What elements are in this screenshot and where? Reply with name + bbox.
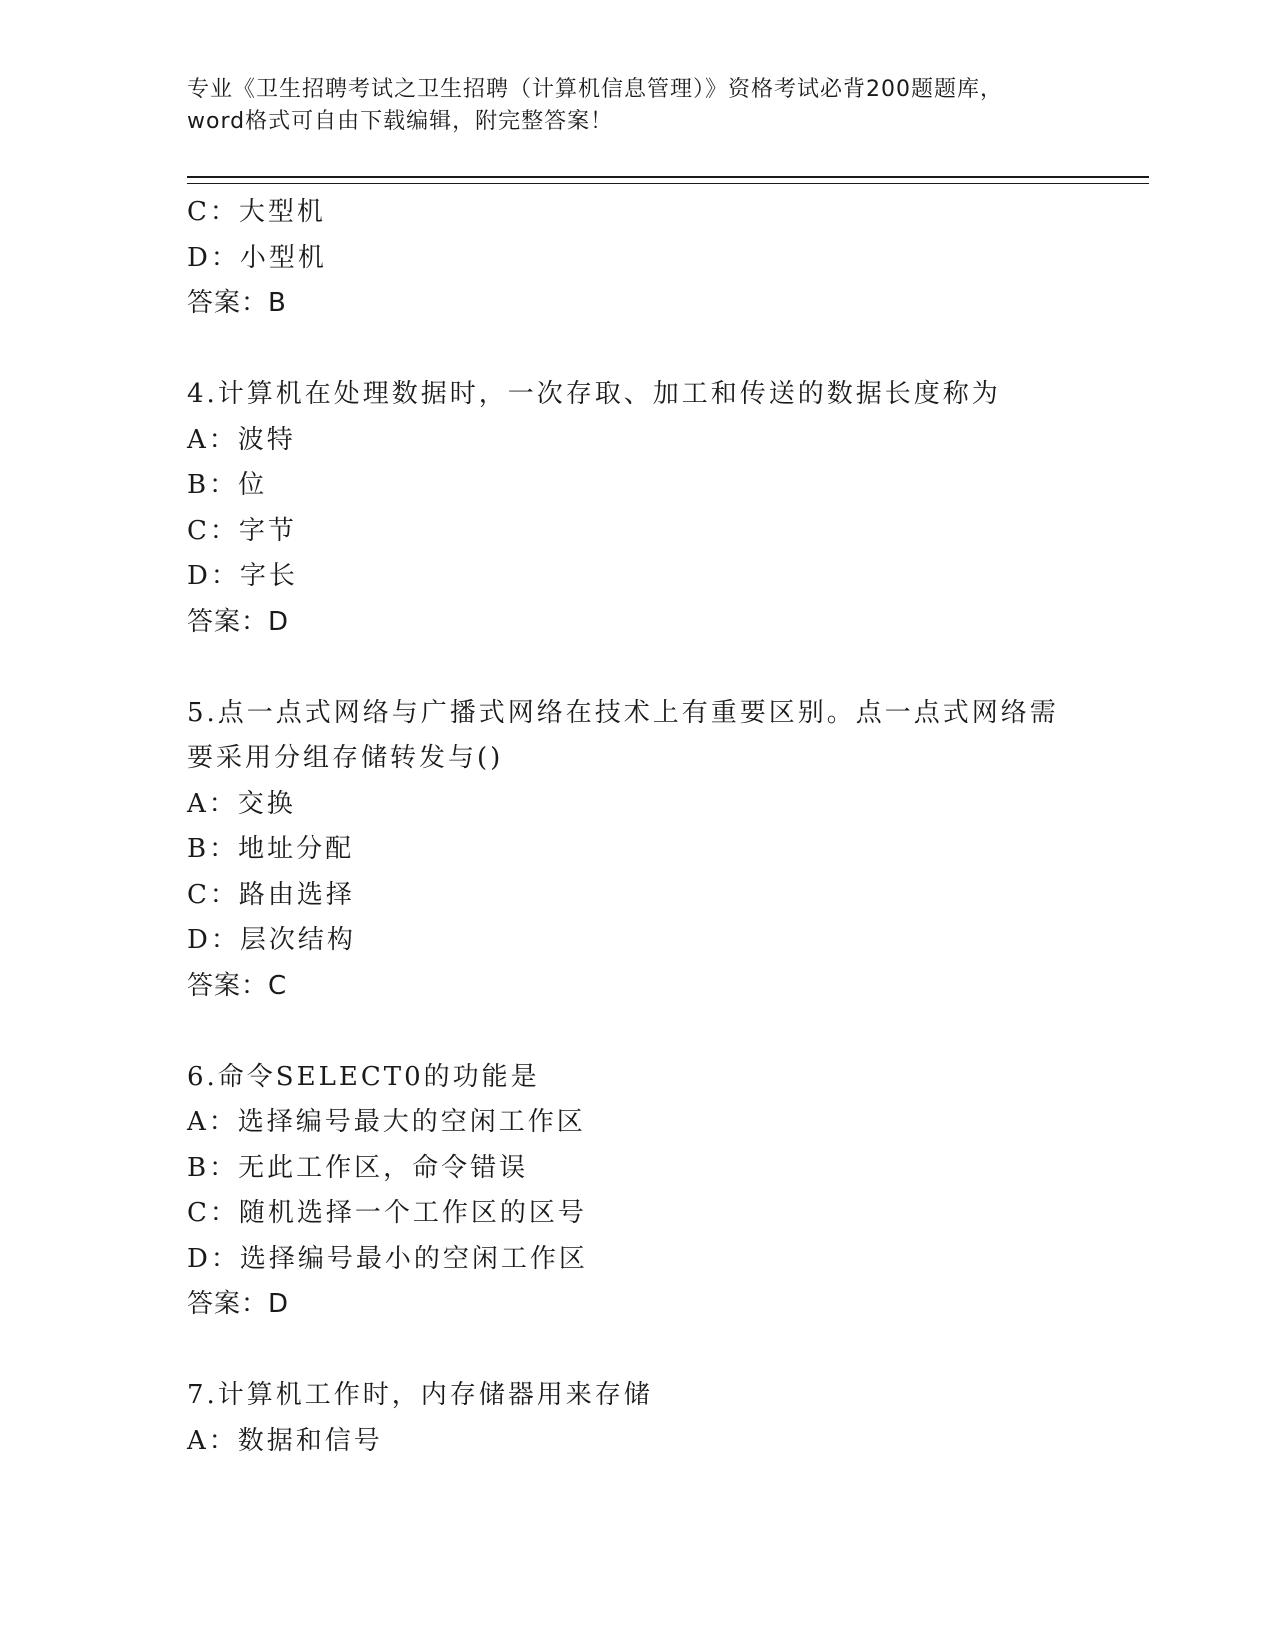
option-d: D：层次结构 xyxy=(187,925,356,955)
question-stem: 7.计算机工作时，内存储器用来存储 xyxy=(187,1380,653,1410)
spacer xyxy=(187,645,1067,691)
question-stem: 4.计算机在处理数据时，一次存取、加工和传送的数据长度称为 xyxy=(187,379,1001,409)
question-stem-line-2: 要采用分组存储转发与() xyxy=(187,743,504,773)
question-stem-line-1: 5.点一点式网络与广播式网络在技术上有重要区别。点一点式网络需 xyxy=(187,697,1059,728)
answer: 答案：B xyxy=(187,288,287,318)
question-3-continued xyxy=(187,190,1067,327)
option-a: A：波特 xyxy=(187,424,296,455)
question-5 xyxy=(187,691,1067,1010)
option-c: C：大型机 xyxy=(187,197,326,227)
option-d: D：小型机 xyxy=(187,242,327,273)
question-6 xyxy=(187,1055,1067,1328)
question-7 xyxy=(187,1373,1067,1464)
option-a: A：选择编号最大的空闲工作区 xyxy=(187,1107,586,1137)
answer: 答案：D xyxy=(187,1289,290,1319)
option-d: D：选择编号最小的空闲工作区 xyxy=(187,1243,588,1274)
spacer xyxy=(187,1328,1067,1374)
option-c: C：路由选择 xyxy=(187,879,355,910)
answer: 答案：D xyxy=(187,606,290,637)
header-line-2: word格式可自由下载编辑，附完整答案！ xyxy=(187,109,614,134)
question-4 xyxy=(187,372,1067,645)
option-d: D：字长 xyxy=(187,561,298,591)
spacer xyxy=(187,1009,1067,1055)
option-b: B：位 xyxy=(187,470,268,500)
option-b: B：无此工作区，命令错误 xyxy=(187,1152,529,1183)
option-c: C：字节 xyxy=(187,515,297,546)
option-a: A：交换 xyxy=(187,788,296,819)
header-divider xyxy=(187,176,1149,184)
spacer xyxy=(187,327,1067,373)
option-a: A：数据和信号 xyxy=(187,1425,383,1456)
document-header xyxy=(187,74,1087,138)
answer: 答案：C xyxy=(187,970,288,1001)
option-b: B：地址分配 xyxy=(187,834,355,864)
question-stem: 6.命令SELECT0的功能是 xyxy=(187,1061,540,1092)
header-line-1: 专业《卫生招聘考试之卫生招聘（计算机信息管理）》资格考试必背200题题库， xyxy=(187,77,1003,102)
option-c: C：随机选择一个工作区的区号 xyxy=(187,1198,587,1228)
question-list xyxy=(187,190,1067,1464)
